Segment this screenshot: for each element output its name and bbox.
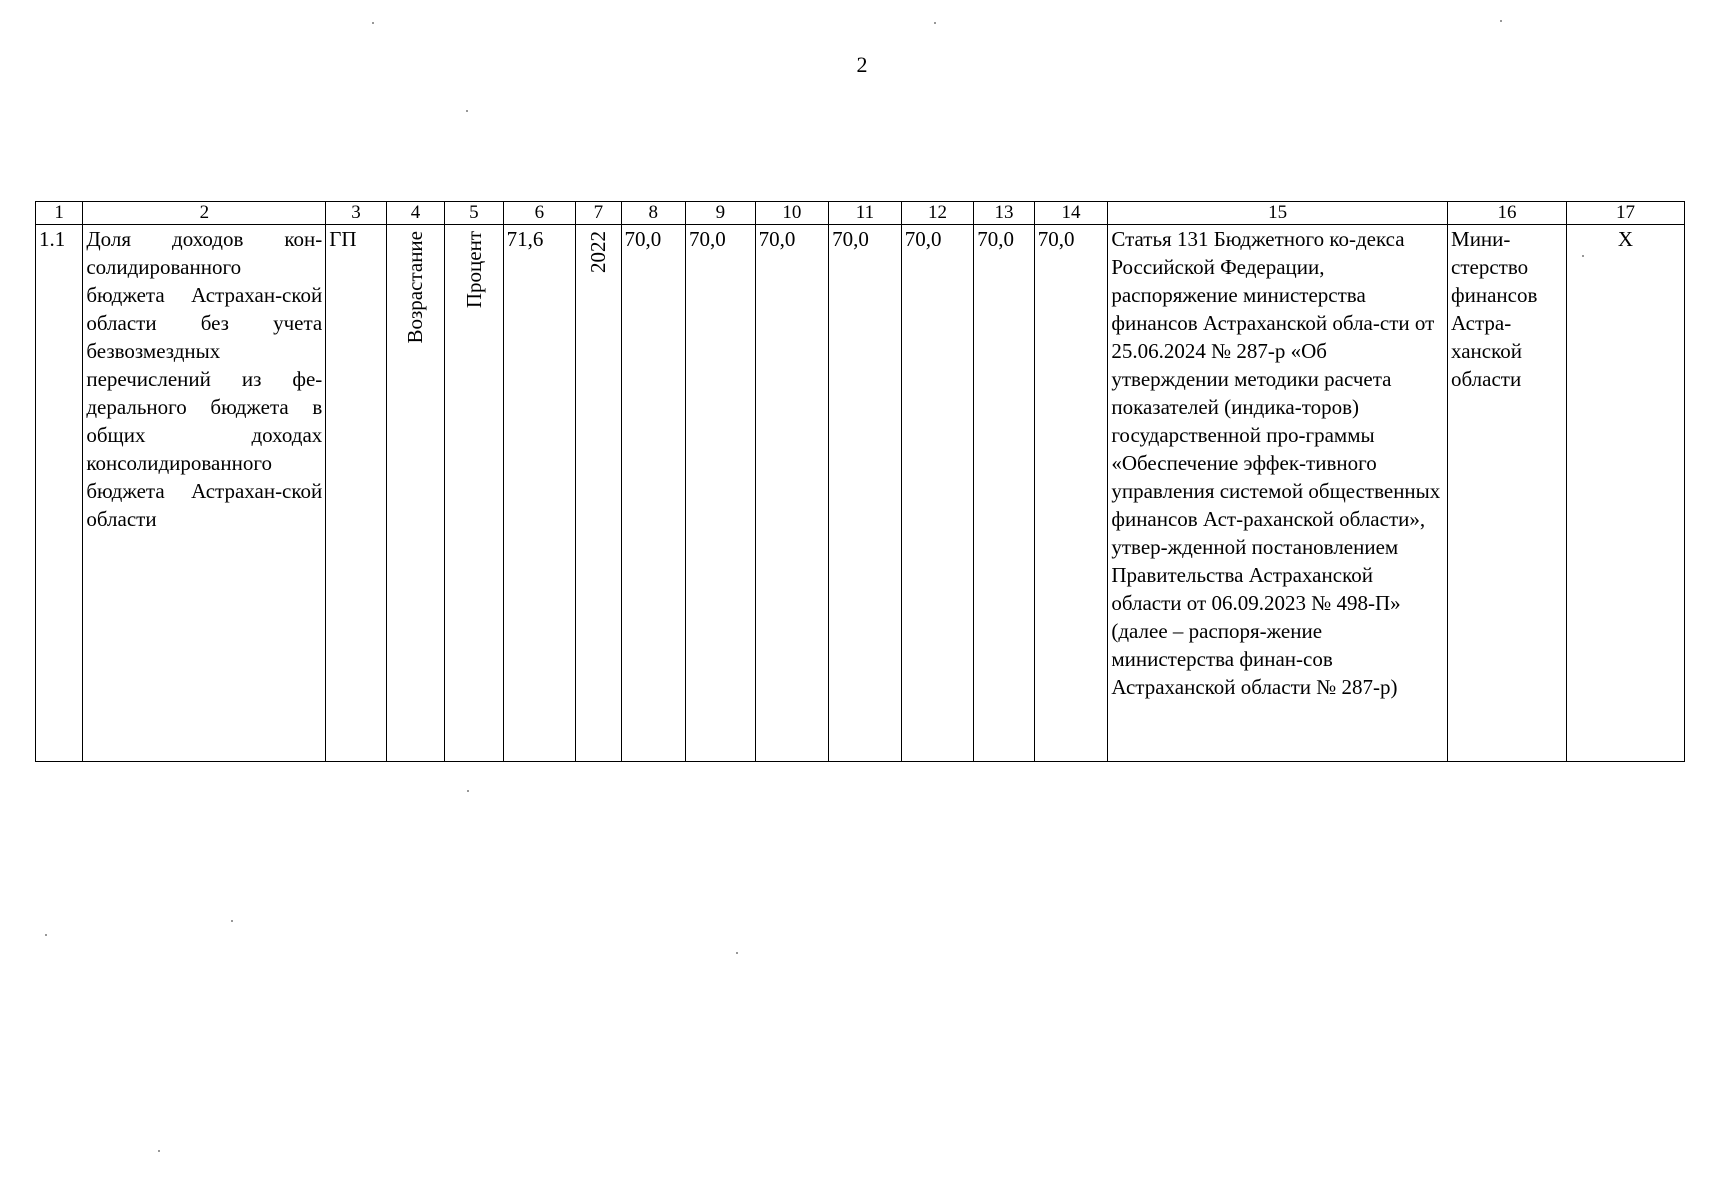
column-header: 9 xyxy=(686,202,756,225)
scan-speck xyxy=(1500,20,1502,22)
column-header: 5 xyxy=(445,202,503,225)
row-number: 1.1 xyxy=(36,225,83,762)
document-cell: Статья 131 Бюджетного ко-декса Российской Федерации, распоряжение министерства финансов Астраханской обла-сти от 25.06.2024 № 287-р «Об утверждении методики расчета показателей (индика-торов) государственной про-граммы «Обеспечение эффек-тивного управления системой общественных финансов Аст-раханской области», утвер-жденной постановлением Правительства Астраханской области от 06.09.2023 № 498-П» (далее – распоря-жение министерства финан-сов Астраханской области № 287-р) xyxy=(1108,225,1448,762)
column-header: 8 xyxy=(621,202,686,225)
column-header: 10 xyxy=(755,202,829,225)
scan-speck xyxy=(158,1150,160,1152)
link-cell: Х xyxy=(1566,225,1684,762)
scan-speck xyxy=(934,22,936,24)
column-header: 13 xyxy=(974,202,1034,225)
column-header: 1 xyxy=(36,202,83,225)
base-year-text: 2022 xyxy=(586,231,611,273)
column-header: 4 xyxy=(386,202,444,225)
scan-speck xyxy=(231,920,233,922)
column-header: 15 xyxy=(1108,202,1448,225)
column-header: 14 xyxy=(1034,202,1108,225)
column-header: 11 xyxy=(829,202,902,225)
responsible-cell: Мини-стерство финансов Астра-ханской области xyxy=(1448,225,1567,762)
indicator-table xyxy=(35,201,1685,762)
unit-cell xyxy=(445,225,503,762)
value-cell: 70,0 xyxy=(1034,225,1108,762)
column-header: 12 xyxy=(901,202,974,225)
column-header: 7 xyxy=(576,202,621,225)
column-header: 3 xyxy=(326,202,386,225)
direction-cell xyxy=(386,225,444,762)
scan-speck xyxy=(467,790,469,792)
column-header: 2 xyxy=(83,202,326,225)
indicator-level: ГП xyxy=(326,225,386,762)
value-cell: 70,0 xyxy=(621,225,686,762)
header-row xyxy=(36,202,1685,225)
value-cell: 70,0 xyxy=(755,225,829,762)
direction-text: Возрастание xyxy=(403,231,428,344)
value-cell: 70,0 xyxy=(974,225,1034,762)
scan-speck xyxy=(45,934,47,936)
base-value: 71,6 xyxy=(503,225,576,762)
column-header: 16 xyxy=(1448,202,1567,225)
scan-speck xyxy=(1582,255,1584,257)
column-header: 17 xyxy=(1566,202,1684,225)
unit-text: Процент xyxy=(461,231,486,309)
value-cell: 70,0 xyxy=(829,225,902,762)
value-cell: 70,0 xyxy=(686,225,756,762)
table-row xyxy=(36,225,1685,762)
value-cell: 70,0 xyxy=(901,225,974,762)
scan-speck xyxy=(372,22,374,24)
page-number: 2 xyxy=(856,52,868,77)
scan-speck xyxy=(736,952,738,954)
base-year-cell xyxy=(576,225,621,762)
column-header: 6 xyxy=(503,202,576,225)
indicator-name: Доля доходов кон-солидированного бюджета Астрахан-ской области без учета безвозмездных перечислений из фе-дерального бюджета в общих доходах консолидированного бюджета Астрахан-ской области xyxy=(83,225,326,762)
scan-speck xyxy=(466,110,468,112)
